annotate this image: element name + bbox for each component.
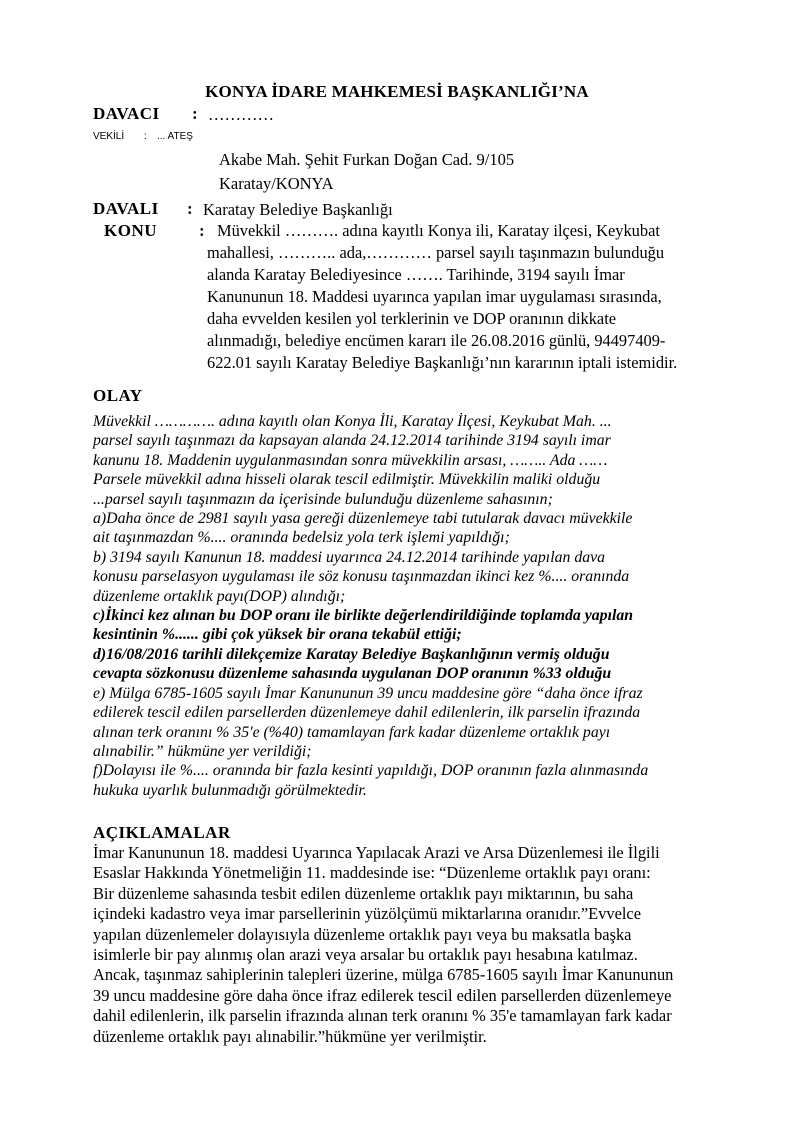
aciklamalar-line: Bir düzenleme sahasında tesbit edilen düzenleme ortaklık payı miktarının, bu saha [93,883,634,903]
olay-line-bold: kesintinin %...... gibi çok yüksek bir orana tekabül ettiği; [93,626,462,644]
vekili-label: VEKİLİ [93,131,125,142]
olay-line: Müvekkil …………. adına kayıtlı olan Konya İli, Karatay İlçesi, Keykubat Mah. ... [93,413,612,430]
aciklamalar-line: içindeki kadastro veya imar parsellerinin yüzölçümü miktarlarına oranıdır.”Evvelce [93,904,641,924]
konu-line: mahallesi, ……….. ada,………… parsel sayılı taşınmazın bulunduğu [207,243,665,262]
aciklamalar-line: dahil edilenlerin, ilk parselin ifrazında alınan terk oranını % 35'e tamamlayan fark kadar [93,1006,672,1026]
olay-line: a)Daha önce de 2981 sayılı yasa gereği düzenlemeye tabi tutularak davacı müvekkile [93,510,633,528]
address-line-1: Akabe Mah. Şehit Furkan Doğan Cad. 9/105 [219,150,515,169]
document-title: KONYA İDARE MAHKEMESİ BAŞKANLIĞI’NA [205,82,589,101]
konu-separator: : [199,221,206,240]
aciklamalar-body [93,843,673,1047]
olay-body [93,412,648,800]
konu-line: Müvekkil ………. adına kayıtlı Konya ili, Karatay ilçesi, Keykubat [217,221,660,240]
aciklamalar-line: yapılan düzenlemeler dolayısıyla düzenleme ortaklık payı veya bu maksatla başka [93,924,632,944]
aciklamalar-line: Ancak, taşınmaz sahiplerinin talepleri üzerine, mülga 6785-1605 sayılı İmar Kanununun [93,965,674,985]
olay-line: alınan terk oranını % 35'e (%40) tamamlayan fark kadar düzenleme ortaklık payı [93,723,611,741]
olay-line: konusu parselasyon uygulaması ile söz konusu taşınmazdan ikinci kez %.... oranında [93,568,630,586]
olay-line: edilerek tescil edilen parsellerden düzenlemeye dahil edilenlerin, ilk parselin ifrazında [93,704,641,722]
aciklamalar-line: İmar Kanununun 18. maddesi Uyarınca Yapılacak Arazi ve Arsa Düzenlemesi ile İlgili [93,843,660,862]
olay-line: e) Mülga 6785-1605 sayılı İmar Kanununun 39 uncu maddesine göre “daha önce ifraz [93,684,643,702]
aciklamalar-line: Esaslar Hakkında Yönetmeliğin 11. maddesinde ise: “Düzenleme ortaklık payı oranı: [93,863,651,883]
konu-line: daha evvelden kesilen yol terklerinin ve DOP oranının dikkate [207,309,617,328]
davali-label: DAVALI [93,199,159,218]
olay-heading: OLAY [93,386,143,405]
olay-line: ait taşınmazdan %.... oranında bedelsiz yola terk işlemi yapıldığı; [93,529,510,547]
davali-value: Karatay Belediye Başkanlığı [203,200,393,219]
konu-line: alınmadığı, belediye encümen kararı ile 26.08.2016 günlü, 94497409- [207,331,666,350]
konu-body [207,220,677,374]
olay-line: b) 3194 sayılı Kanunun 18. maddesi uyarınca 24.12.2014 tarihinde yapılan dava [93,548,606,566]
davaci-separator: : [192,104,199,123]
olay-line: düzenleme ortaklık payı(DOP) alındığı; [93,587,346,605]
aciklamalar-heading: AÇIKLAMALAR [93,823,231,842]
konu-label: KONU [104,221,157,240]
vekili-separator: : [144,131,147,142]
olay-line-bold: d)16/08/2016 tarihli dilekçemize Karatay Belediye Başkanlığının vermiş olduğu [93,645,610,663]
olay-line-bold: c)İkinci kez alınan bu DOP oranı ile birlikte değerlendirildiğinde toplamda yapılan [93,607,634,625]
olay-line: ...parsel sayılı taşınmazın da içerisinde bulunduğu düzenleme sahasının; [93,490,553,508]
olay-line: hukuka uyarlık bulunmadığı görülmektedir. [93,781,367,799]
aciklamalar-line: düzenleme ortaklık payı alınabilir.”hükmüne yer verilmiştir. [93,1026,487,1046]
olay-line-bold: cevapta sözkonusu düzenleme sahasında uygulanan DOP oranının %33 olduğu [93,665,612,683]
aciklamalar-line: 39 uncu maddesine göre daha önce ifraz edilerek tescil edilen parsellerden düzenlemeye [93,985,672,1005]
konu-line: Kanununun 18. Maddesi uyarınca yapılan imar uygulaması sırasında, [207,287,662,306]
olay-line: f)Dolayısı ile %.... oranında bir fazla kesinti yapıldığı, DOP oranının fazla alınmasında [93,762,649,780]
olay-line: parsel sayılı taşınmazı da kapsayan alanda 24.12.2014 tarihinde 3194 sayılı imar [93,432,611,450]
davaci-label: DAVACI [93,104,160,123]
olay-line: Parsele müvekkil adına hisseli olarak tescil edilmiştir. Müvekkilin maliki olduğu [93,471,601,489]
davaci-value: ………… [208,105,274,124]
davali-separator: : [187,199,194,218]
konu-line: 622.01 sayılı Karatay Belediye Başkanlığı’nın kararının iptali istemidir. [207,353,678,372]
vekili-value: ... ATEŞ [157,131,193,142]
konu-line: alanda Karatay Belediyesince ……. Tarihinde, 3194 sayılı İmar [207,265,625,284]
olay-line: alınabilir.” hükmüne yer verildiği; [93,742,312,760]
address-line-2: Karatay/KONYA [219,174,334,193]
olay-line: kanunu 18. Maddenin uygulanmasından sonra müvekkilin arsası, …….. Ada …… [93,451,608,469]
aciklamalar-line: isimlerle bir pay alınmış olan arazi veya arsalar bu ortaklık payı hesabına katılmaz. [93,945,638,965]
